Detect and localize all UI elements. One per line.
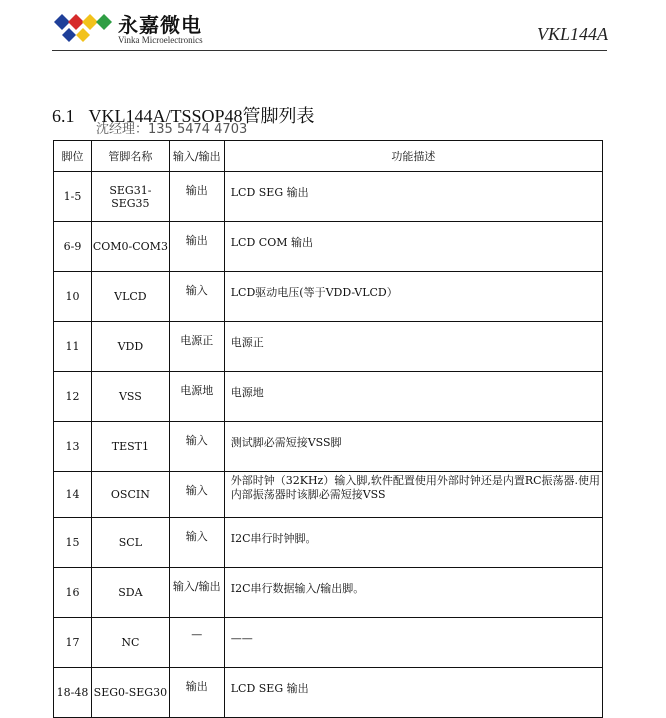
table-row — [54, 222, 603, 272]
page-header — [0, 0, 666, 60]
header-pin: 脚位 — [54, 141, 92, 172]
cell-io: 输入 — [169, 272, 224, 322]
cell-desc: LCD SEG 输出 — [224, 172, 602, 222]
cell-name: SCL — [91, 518, 169, 568]
cell-name: VLCD — [91, 272, 169, 322]
section-title-text: VKL144A/TSSOP48管脚列表 — [88, 106, 315, 126]
cell-io: 电源正 — [169, 322, 224, 372]
cell-name: VDD — [91, 322, 169, 372]
pin-table — [53, 140, 603, 718]
cell-desc: I2C串行时钟脚。 — [224, 518, 602, 568]
cell-name: VSS — [91, 372, 169, 422]
logo-diamond-red — [68, 14, 84, 30]
cell-desc: 电源正 — [224, 322, 602, 372]
cell-pin: 12 — [54, 372, 92, 422]
cell-pin: 14 — [54, 472, 92, 518]
cell-name: SEG31-SEG35 — [91, 172, 169, 222]
cell-io: 输出 — [169, 222, 224, 272]
cell-desc: 电源地 — [224, 372, 602, 422]
table-row — [54, 172, 603, 222]
cell-io: — — [169, 618, 224, 668]
vinka-logo-icon — [52, 10, 114, 46]
cell-io: 输入 — [169, 472, 224, 518]
cell-desc: LCD SEG 输出 — [224, 668, 602, 718]
cell-pin: 11 — [54, 322, 92, 372]
cell-io: 输入 — [169, 422, 224, 472]
table-row — [54, 272, 603, 322]
contact-line: 沈经理：135 5474 4703 — [96, 122, 248, 137]
header-name: 管脚名称 — [91, 141, 169, 172]
cell-io: 输出 — [169, 668, 224, 718]
cell-pin: 15 — [54, 518, 92, 568]
logo-diamond-small — [62, 28, 76, 42]
cell-pin: 17 — [54, 618, 92, 668]
document-id: VKL144A — [536, 24, 608, 44]
header-rule — [52, 50, 607, 51]
cell-desc: LCD COM 输出 — [224, 222, 602, 272]
cell-pin: 16 — [54, 568, 92, 618]
cell-name: SEG0-SEG30 — [91, 668, 169, 718]
table-header-row — [54, 141, 603, 172]
brand-name-cn: 永嘉微电 — [118, 13, 202, 37]
cell-name: SDA — [91, 568, 169, 618]
table-row — [54, 518, 603, 568]
logo-diamond-blue — [54, 14, 70, 30]
header-io: 输入/输出 — [169, 141, 224, 172]
cell-name: NC — [91, 618, 169, 668]
cell-name: TEST1 — [91, 422, 169, 472]
section-number: 6.1 — [52, 106, 75, 126]
cell-desc: LCD驱动电压(等于VDD-VLCD） — [224, 272, 602, 322]
cell-desc: 测试脚必需短接VSS脚 — [224, 422, 602, 472]
table-row — [54, 322, 603, 372]
cell-io: 电源地 — [169, 372, 224, 422]
logo-diamond-yellow — [82, 14, 98, 30]
cell-io: 输入 — [169, 518, 224, 568]
cell-pin: 13 — [54, 422, 92, 472]
cell-io: 输出 — [169, 172, 224, 222]
table-row — [54, 668, 603, 718]
table-row — [54, 472, 603, 518]
table-row — [54, 618, 603, 668]
cell-name: COM0-COM3 — [91, 222, 169, 272]
cell-desc: I2C串行数据输入/输出脚。 — [224, 568, 602, 618]
logo-diamond-green — [96, 14, 112, 30]
cell-io: 输入/输出 — [169, 568, 224, 618]
brand-name-en: Vinka Microelectronics — [118, 35, 203, 45]
cell-desc: —— — [224, 618, 602, 668]
cell-name: OSCIN — [91, 472, 169, 518]
logo-diamond-small-2 — [76, 28, 90, 42]
cell-pin: 1-5 — [54, 172, 92, 222]
table-row — [54, 422, 603, 472]
cell-pin: 18-48 — [54, 668, 92, 718]
cell-pin: 6-9 — [54, 222, 92, 272]
table-row — [54, 372, 603, 422]
table-row — [54, 568, 603, 618]
header-desc: 功能描述 — [224, 141, 602, 172]
cell-desc: 外部时钟（32KHz）输入脚,软件配置使用外部时钟还是内置RC振荡器.使用内部振荡器时该脚必需短接VSS — [224, 472, 602, 518]
cell-pin: 10 — [54, 272, 92, 322]
